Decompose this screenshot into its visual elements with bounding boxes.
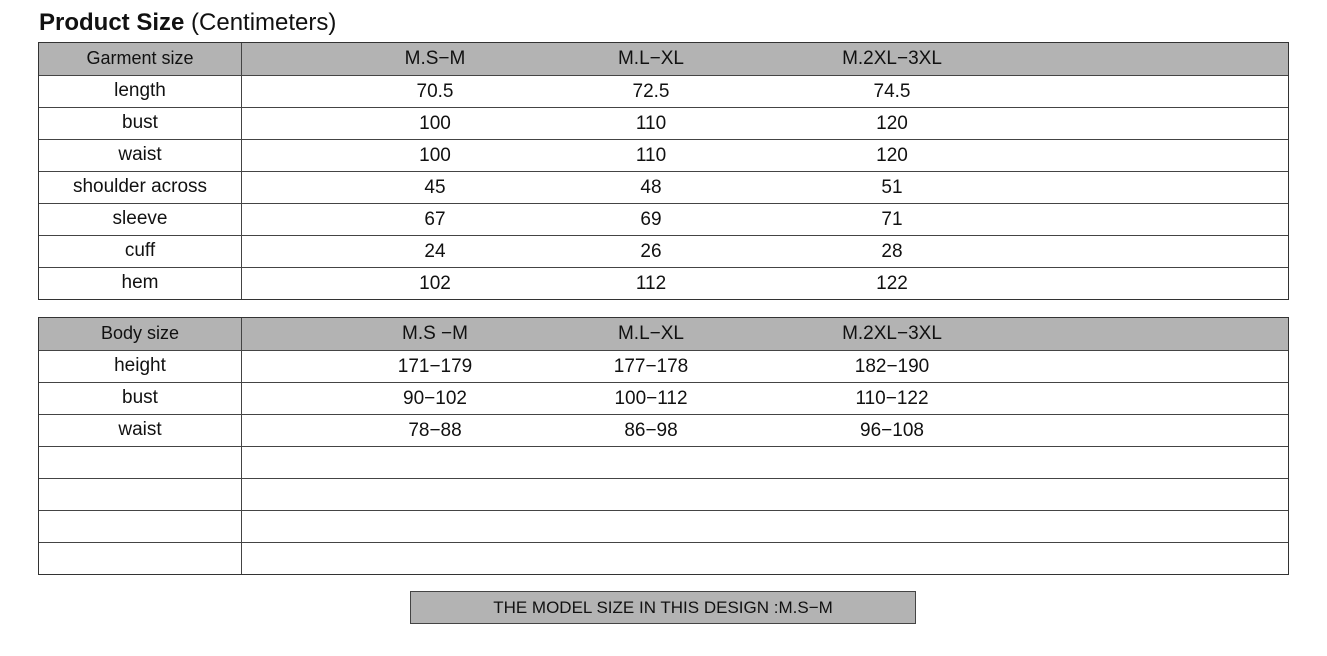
cell-value: 120 bbox=[876, 145, 908, 166]
row-label: shoulder across bbox=[39, 172, 242, 203]
row-label: length bbox=[39, 76, 242, 107]
row-label: height bbox=[39, 351, 242, 382]
table-row-empty bbox=[39, 542, 1288, 574]
table-row bbox=[39, 382, 1288, 414]
row-label: cuff bbox=[39, 236, 242, 267]
cell-value: 74.5 bbox=[873, 81, 911, 102]
cell-value: 24 bbox=[424, 241, 446, 262]
row-label: waist bbox=[39, 415, 242, 446]
cell-value: 100−112 bbox=[614, 388, 688, 409]
header-label: Garment size bbox=[39, 43, 242, 75]
cell-value: 182−190 bbox=[854, 356, 930, 377]
row-label bbox=[39, 479, 242, 510]
table-header-row bbox=[39, 43, 1288, 75]
cell-value: 100 bbox=[419, 145, 451, 166]
cell-value: 90−102 bbox=[403, 388, 467, 409]
row-label: bust bbox=[39, 108, 242, 139]
row-label bbox=[39, 543, 242, 574]
table-row bbox=[39, 350, 1288, 382]
cell-value: 171−179 bbox=[397, 356, 473, 377]
row-label: waist bbox=[39, 140, 242, 171]
cell-value: 72.5 bbox=[632, 81, 670, 102]
row-label bbox=[39, 447, 242, 478]
page-title-main: Product Size bbox=[39, 9, 185, 36]
row-label: sleeve bbox=[39, 204, 242, 235]
header-col: M.S−M bbox=[404, 48, 466, 69]
page-title bbox=[39, 8, 336, 38]
table-row bbox=[39, 203, 1288, 235]
cell-value: 45 bbox=[424, 177, 446, 198]
cell-value: 28 bbox=[881, 241, 903, 262]
page-title-unit: (Centimeters) bbox=[191, 9, 337, 36]
header-col: M.S −M bbox=[402, 323, 468, 344]
cell-value: 120 bbox=[876, 113, 908, 134]
cell-value: 112 bbox=[635, 273, 667, 294]
table-header-row bbox=[39, 318, 1288, 350]
row-label bbox=[39, 511, 242, 542]
table-row bbox=[39, 171, 1288, 203]
table-row bbox=[39, 107, 1288, 139]
cell-value: 122 bbox=[876, 273, 908, 294]
table-row-empty bbox=[39, 478, 1288, 510]
garment-size-table bbox=[38, 42, 1289, 300]
cell-value: 70.5 bbox=[416, 81, 454, 102]
header-col: M.2XL−3XL bbox=[842, 323, 942, 344]
header-label: Body size bbox=[39, 318, 242, 350]
cell-value: 177−178 bbox=[613, 356, 689, 377]
table-row bbox=[39, 414, 1288, 446]
model-size-banner: THE MODEL SIZE IN THIS DESIGN :M.S−M bbox=[410, 591, 916, 624]
header-col: M.L−XL bbox=[617, 48, 684, 69]
cell-value: 51 bbox=[881, 177, 903, 198]
table-row bbox=[39, 235, 1288, 267]
table-row bbox=[39, 139, 1288, 171]
row-label: hem bbox=[39, 268, 242, 299]
header-col: M.2XL−3XL bbox=[842, 48, 942, 69]
cell-value: 69 bbox=[640, 209, 662, 230]
cell-value: 48 bbox=[640, 177, 662, 198]
table-row-empty bbox=[39, 446, 1288, 478]
table-row bbox=[39, 267, 1288, 299]
cell-value: 102 bbox=[419, 273, 451, 294]
cell-value: 71 bbox=[881, 209, 903, 230]
cell-value: 100 bbox=[419, 113, 451, 134]
table-row bbox=[39, 75, 1288, 107]
cell-value: 110 bbox=[635, 113, 667, 134]
cell-value: 78−88 bbox=[408, 420, 462, 441]
cell-value: 67 bbox=[424, 209, 446, 230]
cell-value: 110−122 bbox=[855, 388, 929, 409]
body-size-table bbox=[38, 317, 1289, 575]
cell-value: 96−108 bbox=[860, 420, 924, 441]
table-row-empty bbox=[39, 510, 1288, 542]
row-label: bust bbox=[39, 383, 242, 414]
cell-value: 110 bbox=[635, 145, 667, 166]
cell-value: 86−98 bbox=[624, 420, 678, 441]
cell-value: 26 bbox=[640, 241, 662, 262]
header-col: M.L−XL bbox=[617, 323, 684, 344]
